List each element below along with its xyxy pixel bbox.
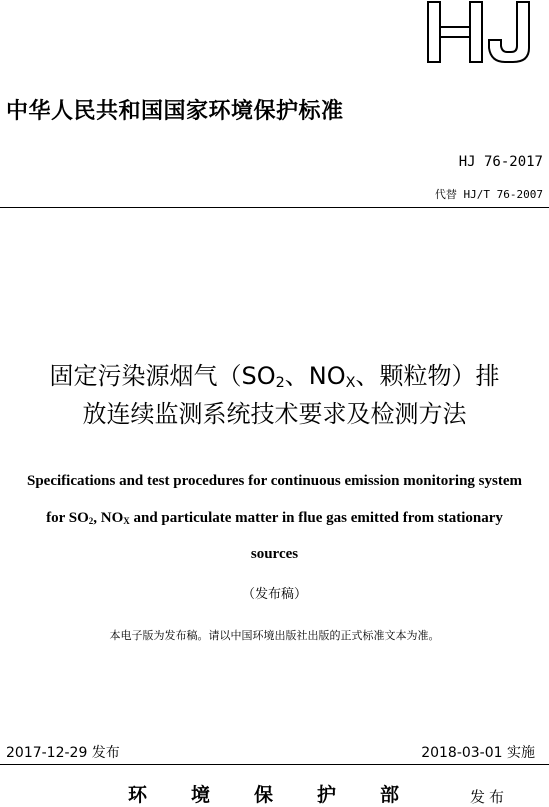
standard-type: 中华人民共和国国家环境保护标准 bbox=[6, 99, 344, 124]
implementation-date: 2018-03-01 实施 bbox=[421, 745, 535, 761]
title-zh-line2: 放连续监测系统技术要求及检测方法 bbox=[82, 400, 467, 428]
hj-logo bbox=[425, 0, 543, 64]
replaces-note: 代替 HJ/T 76-2007 bbox=[434, 188, 543, 201]
publisher: 环境保护部 bbox=[128, 784, 444, 806]
title-en-line2: for $SO_2$, $NO_X$ and particulate matter in flue gas emitted from stationary bbox=[46, 510, 503, 526]
publish-label: 发布 bbox=[470, 788, 509, 806]
release-note: 本电子版为发布稿。请以中国环境出版社出版的正式标准文本为准。 bbox=[109, 629, 440, 642]
draft-label: （发布稿） bbox=[241, 587, 307, 602]
footer-divider bbox=[0, 764, 549, 765]
issue-date: 2017-12-29 发布 bbox=[6, 745, 120, 761]
title-zh-line1: 固定污染源烟气（$SO_2$、$NO_X$、颗粒物）排 bbox=[49, 362, 500, 391]
title-en-line1: Specifications and test procedures for continuous emission monitoring system bbox=[26, 473, 522, 489]
header-divider bbox=[0, 207, 549, 208]
standard-number: HJ 76-2017 bbox=[458, 154, 543, 170]
title-en-line3: sources bbox=[250, 546, 299, 562]
